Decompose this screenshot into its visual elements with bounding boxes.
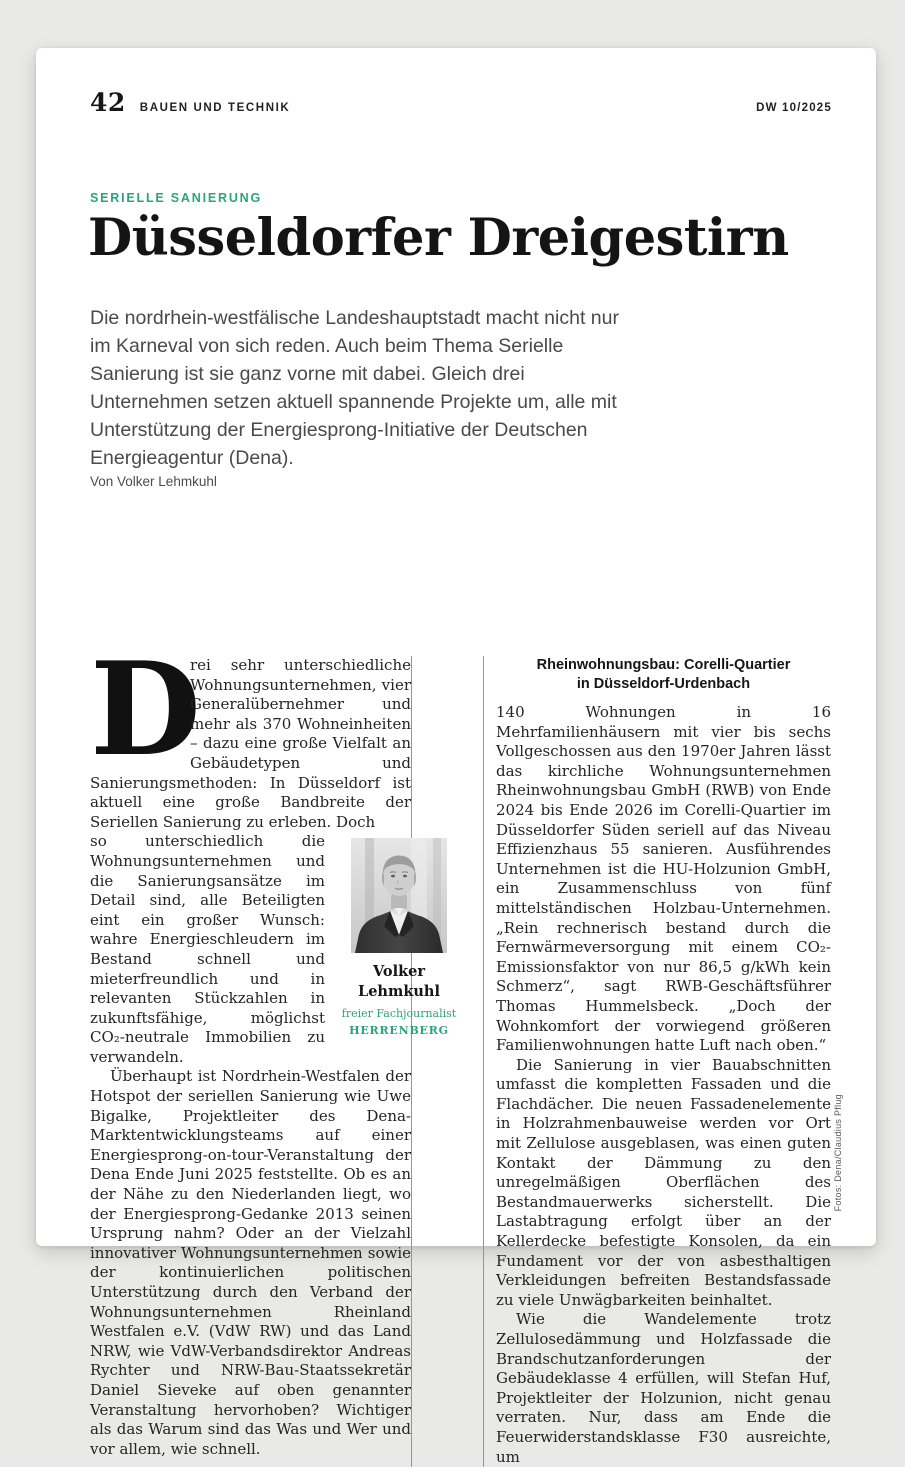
paragraph-dropcap bbox=[90, 635, 411, 832]
author-city: HERRENBERG bbox=[349, 1023, 449, 1037]
column-gutter bbox=[412, 656, 483, 1467]
issue-label: DW 10/2025 bbox=[756, 102, 832, 114]
right-column bbox=[483, 656, 831, 1467]
subsection-heading-line1: Rheinwohnungsbau: Corelli-Quartier bbox=[536, 657, 791, 673]
subsection-heading bbox=[496, 656, 831, 694]
author-role: freier Fachjournalist bbox=[341, 1006, 457, 1020]
paragraph: 140 Wohnungen in 16 Mehrfamilienhäusern mit vier bis sechs Vollgeschossen aus den 1970er Jahren lässt das kirchliche Wohnungsunternehmen Rheinwohnungsbau GmbH (RWB) von Ende 2024 bis Ende 2026 im Corelli-Quartier im Düsseldorfer Süden seriell auf das Niveau Effizienzhaus 55 sanieren. Ausführendes Unternehmen ist die HU-Holzunion GmbH, ein Zusammenschluss von fünf mittelständischen Holzbau-Unternehmen. „Rein rechnerisch bestand durch die Fernwärmeversorgung mit einem CO₂-Emissionsfaktor von nur 86,5 g/kWh kein Schmerz“, sagt RWB-Geschäftsführer Thomas Hummelsbeck. „Doch der Wohnkomfort der vorwiegend größeren Familienwohnungen hatte Luft nach oben.“ bbox=[496, 703, 831, 1055]
paragraph: Die Sanierung in vier Bauabschnitten umfasst die kompletten Fassaden und die Flachdächer. Die neuen Fassadenelemente in Holzrahmenbauweise werden vor Ort mit Zellulose ausgeblasen, was einen guten Kontakt der Dämmung zu den unregelmäßigen Oberflächen des Bestandmauerwerks sicherstellt. Die Lastabtragung erfolgt über an der Kellerdecke befestigte Konsolen, da ein Fundament vor der von asbesthaltigen Verkleidungen befreiten Bestandsfassade zu viele Unwägbarkeiten beinhaltet. bbox=[496, 1055, 831, 1309]
section-label: BAUEN UND TECHNIK bbox=[139, 102, 291, 114]
magazine-page bbox=[36, 48, 876, 1466]
article-byline: Von Volker Lehmkuhl bbox=[90, 474, 217, 489]
paragraph: Überhaupt ist Nordrhein-Westfalen der Hotspot der seriellen Sanierung wie Uwe Bigalke, Projektleiter des Dena-Marktentwicklungsteams auf einer Energiesprong-on-tour-Veranstaltung der Dena Ende Juni 2025 feststellte. Ob es an der Nähe zu den Niederlanden liegt, wo der Energiesprong-Gedanke 2013 seinen Ursprung nahm? Oder an der Vielzahl innovativer Wohnungsunternehmen sowie der kontinuierlichen politischen Unterstützung durch den Verband der Wohnungsunternehmen Rheinland Westfalen e.V. (VdW RW) und das Land NRW, wie VdW-Verbandsdirektor Andreas Rychter und NRW-Bau-Staatssekretär Daniel Sieveke auf oben genannter Veranstaltung hervorhoben? Wichtiger als das Warum sind das Was und Wer und vor allem, wie schnell. bbox=[90, 1067, 411, 1458]
paragraph: so unterschiedlich die Wohnungsunternehmen und die Sanierungsansätze im Detail sind, alle Beteiligten eint ein großer Wunsch: wahre Energieschleudern im Bestand schnell und mieterfreundlich und in relevanten Stückzahlen in zukunftsfähige, möglichst CO₂-neutrale Immobilien zu verwandeln. bbox=[90, 832, 325, 1066]
paragraph: Wie die Wandelemente trotz Zellulosedämmung und Holzfassade die Brandschutzanforderungen der Gebäudeklasse 4 erfüllen, will Stefan Huf, Projektleiter der Holzunion, nicht genau verraten. Nur, dass am Ende die Feuerwiderstandsklasse F30 ausreichte, um bbox=[496, 1310, 831, 1466]
drop-cap: D bbox=[90, 635, 201, 785]
article-columns bbox=[90, 635, 832, 1467]
author-name: Volker Lehmkuhl bbox=[358, 963, 440, 1000]
article-kicker: SERIELLE SANIERUNG bbox=[90, 191, 262, 205]
page-header bbox=[90, 88, 832, 117]
subsection-heading-line2: in Düsseldorf-Urdenbach bbox=[576, 676, 751, 692]
paragraph-text: rei sehr unterschiedliche Wohnungsunternehmen, vier Generalübernehmer und mehr als 370 Wohneinheiten – dazu eine große Vielfalt an Gebäudetypen und Sanierungsmethoden: In Düsseldorf ist aktuell eine große Bandbreite der Seriellen Sanierung zu erleben. Doch bbox=[90, 656, 411, 831]
article-title: Düsseldorfer Dreigestirn bbox=[88, 208, 789, 268]
article-lead: Die nordrhein-westfälische Landeshauptstadt macht nicht nur im Karneval von sich reden. Auch beim Thema Serielle Sanierung ist sie ganz vorne mit dabei. Gleich drei Unternehmen setzen aktuell spannende Projekte um, alle mit Unterstützung der Energiesprong-Initiative der Deutschen Energieagentur (Dena). bbox=[90, 307, 619, 469]
left-column bbox=[90, 635, 457, 1467]
photo-credit: Fotos: Dena/Claudius Pflug bbox=[833, 1094, 843, 1212]
page-number: 42 bbox=[90, 88, 126, 117]
